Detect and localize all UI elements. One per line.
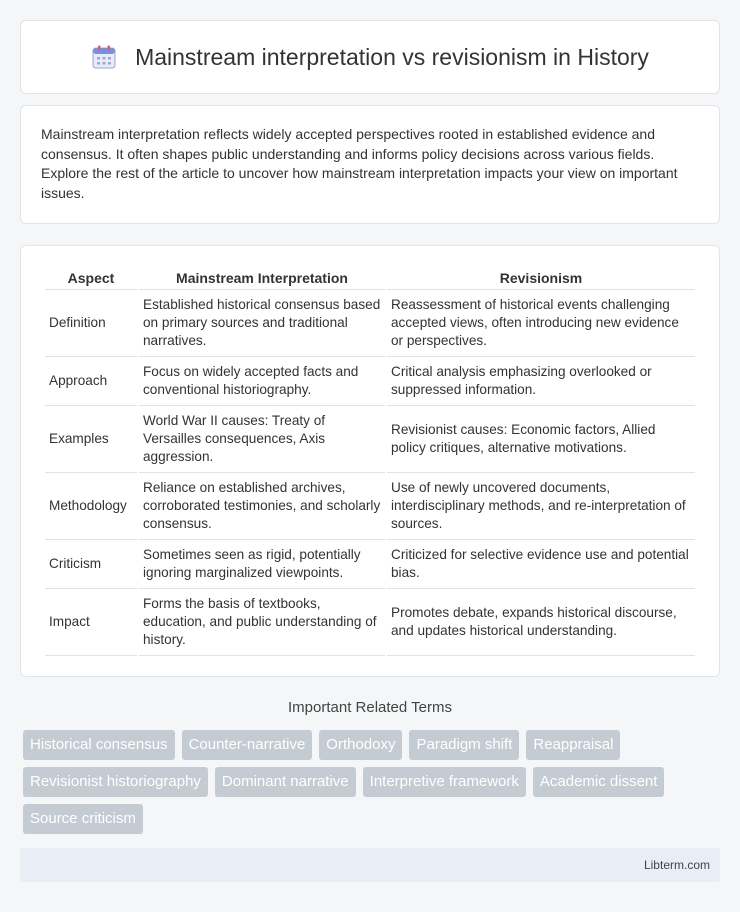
footer-brand-link[interactable]: Libterm.com	[643, 858, 710, 872]
row-mainstream: Established historical consensus based on primary sources and traditional narratives.	[139, 290, 385, 357]
row-mainstream: World War II causes: Treaty of Versailles consequences, Axis aggression.	[139, 406, 385, 473]
row-revisionism: Criticized for selective evidence use and potential bias.	[387, 540, 695, 589]
row-aspect: Impact	[45, 589, 137, 656]
row-aspect: Criticism	[45, 540, 137, 589]
header-card	[20, 20, 720, 94]
table-header-row	[45, 266, 695, 290]
row-revisionism: Use of newly uncovered documents, interdisciplinary methods, and re-interpretation of sources.	[387, 473, 695, 540]
table-row	[45, 406, 695, 473]
table-row	[45, 540, 695, 589]
related-term-tag[interactable]: Interpretive framework	[363, 767, 526, 797]
row-revisionism: Critical analysis emphasizing overlooked or suppressed information.	[387, 357, 695, 406]
related-term-tag[interactable]: Reappraisal	[526, 730, 620, 760]
comparison-table	[43, 266, 697, 656]
related-terms-title: Important Related Terms	[288, 699, 452, 716]
related-term-tag[interactable]: Paradigm shift	[409, 730, 519, 760]
row-mainstream: Sometimes seen as rigid, potentially ignoring marginalized viewpoints.	[139, 540, 385, 589]
related-terms-list	[23, 730, 723, 834]
title-wrap	[91, 44, 649, 71]
table-row	[45, 290, 695, 357]
related-term-tag[interactable]: Academic dissent	[533, 767, 665, 797]
page-title: Mainstream interpretation vs revisionism in History	[135, 43, 649, 70]
footer	[20, 848, 720, 882]
row-mainstream: Focus on widely accepted facts and conventional historiography.	[139, 357, 385, 406]
row-mainstream: Forms the basis of textbooks, education, and public understanding of history.	[139, 589, 385, 656]
intro-card	[20, 105, 720, 224]
table-row	[45, 473, 695, 540]
row-aspect: Definition	[45, 290, 137, 357]
row-aspect: Approach	[45, 357, 137, 406]
related-term-tag[interactable]: Source criticism	[23, 804, 143, 834]
row-aspect: Examples	[45, 406, 137, 473]
header-aspect: Aspect	[45, 266, 137, 290]
related-term-tag[interactable]: Counter-narrative	[182, 730, 313, 760]
related-term-tag[interactable]: Dominant narrative	[215, 767, 356, 797]
intro-text: Mainstream interpretation reflects widely accepted perspectives rooted in established evidence and consensus. It often shapes public understanding and informs policy decisions across various fields. Explore the rest of the article to uncover how mainstream interpretation impacts your view on important issues.	[41, 126, 678, 201]
related-term-tag[interactable]: Revisionist historiography	[23, 767, 208, 797]
calendar-icon	[91, 44, 117, 70]
header-mainstream: Mainstream Interpretation	[139, 266, 385, 290]
row-revisionism: Promotes debate, expands historical discourse, and updates historical understanding.	[387, 589, 695, 656]
comparison-table-card	[20, 245, 720, 677]
related-term-tag[interactable]: Orthodoxy	[319, 730, 402, 760]
table-row	[45, 357, 695, 406]
row-aspect: Methodology	[45, 473, 137, 540]
row-revisionism: Revisionist causes: Economic factors, Allied policy critiques, alternative motivations.	[387, 406, 695, 473]
row-revisionism: Reassessment of historical events challenging accepted views, often introducing new evidence or perspectives.	[387, 290, 695, 357]
table-row	[45, 589, 695, 656]
row-mainstream: Reliance on established archives, corroborated testimonies, and scholarly consensus.	[139, 473, 385, 540]
header-revisionism: Revisionism	[387, 266, 695, 290]
related-term-tag[interactable]: Historical consensus	[23, 730, 175, 760]
